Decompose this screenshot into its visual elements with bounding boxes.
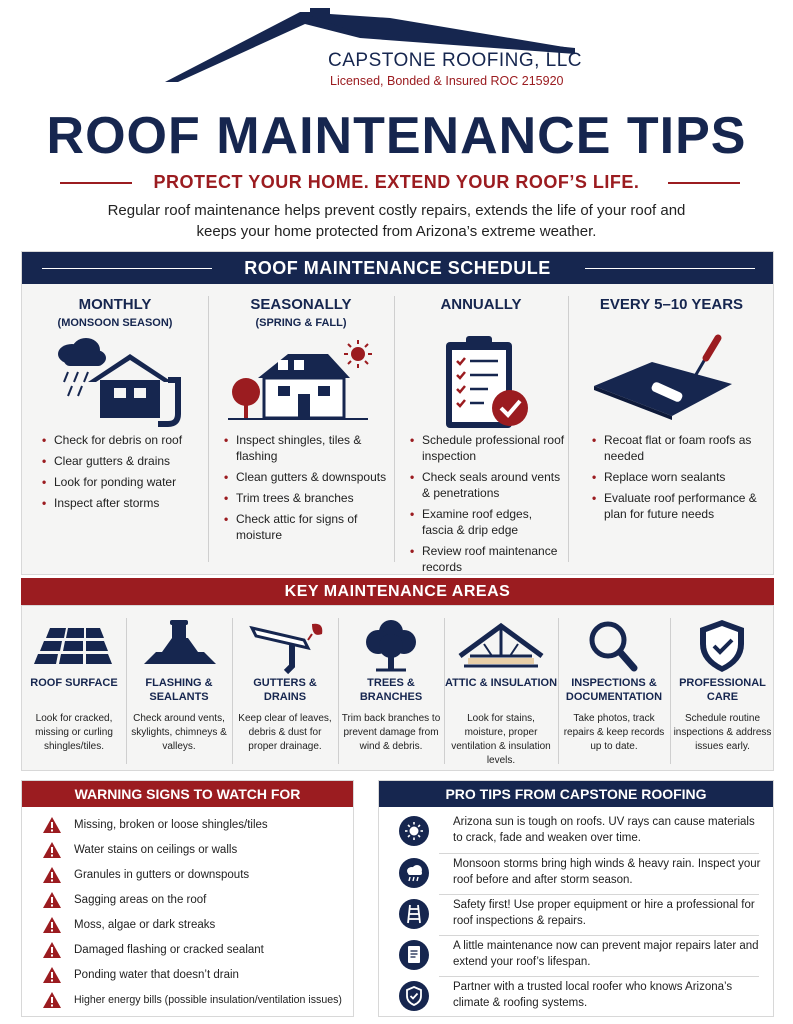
warning-triangle-icon (42, 891, 62, 909)
list-item: • Clear gutters & drains (40, 453, 206, 469)
warning-item (22, 938, 353, 963)
shield-icon (399, 981, 429, 1011)
tips-title: PRO TIPS FROM CAPSTONE ROOFING (445, 786, 707, 802)
roof-logo-icon (160, 4, 583, 84)
list-item: • Inspect shingles, tiles & flashing (222, 432, 388, 464)
list-item: • Trim trees & branches (222, 490, 388, 506)
warning-triangle-icon (42, 916, 62, 934)
tip-text: A little maintenance now can prevent major repairs later and extend your roof’s lifespan. (453, 940, 759, 968)
area-desc: Look for stains, moisture, proper ventilation & insulation levels. (451, 713, 551, 766)
page-title: ROOF MAINTENANCE TIPS (46, 107, 747, 165)
tip-text: Monsoon storms bring high winds & heavy rain. Inspect your roof before and after storm season. (453, 858, 761, 886)
warning-triangle-icon (42, 991, 62, 1009)
monthly-list (40, 432, 206, 516)
tree-icon (338, 614, 444, 676)
intro-text: Regular roof maintenance helps prevent costly repairs, extends the life of your roof and keeps your home protected from Arizona’s extreme weather. (107, 202, 686, 240)
shield-check-icon (670, 614, 775, 676)
area-attic-insulation (444, 606, 558, 772)
list-item: • Examine roof edges, fascia & drip edge (408, 506, 566, 538)
header (0, 0, 793, 100)
house-sun-tree-icon (208, 332, 394, 432)
paint-roller-icon (568, 332, 775, 432)
areas-section (21, 605, 774, 771)
schedule-col-monthly (22, 284, 208, 574)
list-item: • Clean gutters & downspouts (222, 469, 388, 485)
tip-text: Partner with a trusted local roofer who knows Arizona’s climate & roofing systems. (453, 981, 733, 1009)
ladder-icon (399, 899, 429, 929)
schedule-band (22, 252, 773, 284)
warning-section (21, 780, 354, 1017)
warning-triangle-icon (42, 816, 62, 834)
area-title: TREES & BRANCHES (359, 677, 423, 703)
storm-cloud-icon (399, 858, 429, 888)
warning-text: Higher energy bills (possible insulation/ventilation issues) (74, 994, 342, 1006)
col-title: EVERY 5–10 YEARS (599, 296, 744, 313)
col-title: SEASONALLY (250, 296, 352, 313)
list-item: • Recoat flat or foam roofs as needed (590, 432, 770, 464)
warning-title: WARNING SIGNS TO WATCH FOR (74, 786, 301, 802)
warning-triangle-icon (42, 941, 62, 959)
area-title: ATTIC & INSULATION (444, 677, 558, 689)
warning-text: Granules in gutters or downspouts (74, 869, 250, 881)
schedule-section (21, 251, 774, 575)
area-flashing-sealants (126, 606, 232, 772)
tagline: PROTECT YOUR HOME. EXTEND YOUR ROOF’S LIFE. (153, 172, 640, 192)
attic-icon (444, 614, 558, 676)
area-title: GUTTERS & DRAINS (253, 677, 317, 703)
warning-item (22, 838, 353, 863)
warning-item (22, 813, 353, 838)
warning-text: Ponding water that doesn’t drain (74, 969, 239, 981)
col-title: ANNUALLY (440, 296, 522, 313)
tip-item (379, 894, 773, 935)
warning-item (22, 963, 353, 988)
sun-icon (399, 816, 429, 846)
col-subtitle: (MONSOON SEASON) (57, 317, 173, 329)
company-name: CAPSTONE ROOFING, LLC (328, 50, 583, 71)
vent-pipe-icon (126, 614, 232, 676)
warning-triangle-icon (42, 866, 62, 884)
area-professional-care (670, 606, 775, 772)
tip-item (379, 811, 773, 852)
area-title: PROFESSIONAL CARE (679, 677, 766, 703)
warning-text: Moss, algae or dark streaks (74, 919, 216, 931)
five-ten-years-list (590, 432, 770, 527)
seasonally-list (222, 432, 388, 548)
warning-triangle-icon (42, 966, 62, 984)
tips-band (379, 781, 773, 807)
warning-item (22, 888, 353, 913)
warning-text: Sagging areas on the roof (74, 894, 207, 906)
area-desc: Check around vents, skylights, chimneys & valleys. (131, 713, 227, 752)
schedule-title: ROOF MAINTENANCE SCHEDULE (244, 258, 551, 278)
tagline-row (0, 170, 793, 196)
areas-title: KEY MAINTENANCE AREAS (284, 583, 511, 600)
area-desc: Schedule routine inspections & address issues early. (673, 713, 772, 752)
warning-text: Water stains on ceilings or walls (74, 844, 238, 856)
tip-text: Arizona sun is tough on roofs. UV rays can cause materials to crack, fade and weaken over time. (453, 816, 755, 844)
warning-text: Damaged flashing or cracked sealant (74, 944, 264, 956)
shingles-icon (22, 614, 126, 676)
list-item: • Inspect after storms (40, 495, 206, 511)
area-title: FLASHING & SEALANTS (145, 677, 213, 703)
warning-text: Missing, broken or loose shingles/tiles (74, 819, 268, 831)
warning-item (22, 913, 353, 938)
area-title: INSPECTIONS & DOCUMENTATION (565, 677, 663, 703)
col-title: MONTHLY (78, 296, 152, 313)
company-license: Licensed, Bonded & Insured ROC 215920 (330, 74, 564, 88)
rain-house-icon (22, 332, 208, 432)
warning-item (22, 863, 353, 888)
list-item: • Schedule professional roof inspection (408, 432, 566, 464)
area-desc: Trim back branches to prevent damage from wind & debris. (341, 713, 441, 752)
area-desc: Look for cracked, missing or curling shingles/tiles. (35, 713, 113, 752)
clipboard-check-icon (394, 324, 568, 432)
area-inspections-documentation (558, 606, 670, 772)
magnifier-icon (558, 614, 670, 676)
area-title: ROOF SURFACE (30, 677, 118, 689)
document-icon (399, 940, 429, 970)
list-item: • Evaluate roof performance & plan for future needs (590, 490, 770, 522)
schedule-col-seasonally (208, 284, 394, 574)
schedule-col-5-10-years (568, 284, 775, 574)
annually-list (408, 432, 566, 580)
area-desc: Keep clear of leaves, debris & dust for proper drainage. (238, 713, 332, 752)
area-gutters-drains (232, 606, 338, 772)
col-subtitle: (SPRING & FALL) (255, 317, 347, 329)
area-roof-surface (22, 606, 126, 772)
tip-item (379, 853, 773, 894)
warning-item (22, 988, 353, 1013)
tip-item (379, 976, 773, 1017)
tip-item (379, 935, 773, 976)
warning-triangle-icon (42, 841, 62, 859)
area-trees-branches (338, 606, 444, 772)
list-item: • Look for ponding water (40, 474, 206, 490)
list-item: • Check attic for signs of moisture (222, 511, 388, 543)
warning-band (22, 781, 353, 807)
list-item: • Replace worn sealants (590, 469, 770, 485)
list-item: • Review roof maintenance records (408, 543, 566, 575)
areas-band (21, 578, 774, 605)
gutter-leaf-icon (232, 614, 338, 676)
pro-tips-section (378, 780, 774, 1017)
tip-text: Safety first! Use proper equipment or hire a professional for roof inspections & repairs. (453, 899, 755, 927)
list-item: • Check seals around vents & penetrations (408, 469, 566, 501)
area-desc: Take photos, track repairs & keep records up to date. (563, 713, 665, 752)
schedule-col-annually (394, 284, 568, 574)
list-item: • Check for debris on roof (40, 432, 206, 448)
